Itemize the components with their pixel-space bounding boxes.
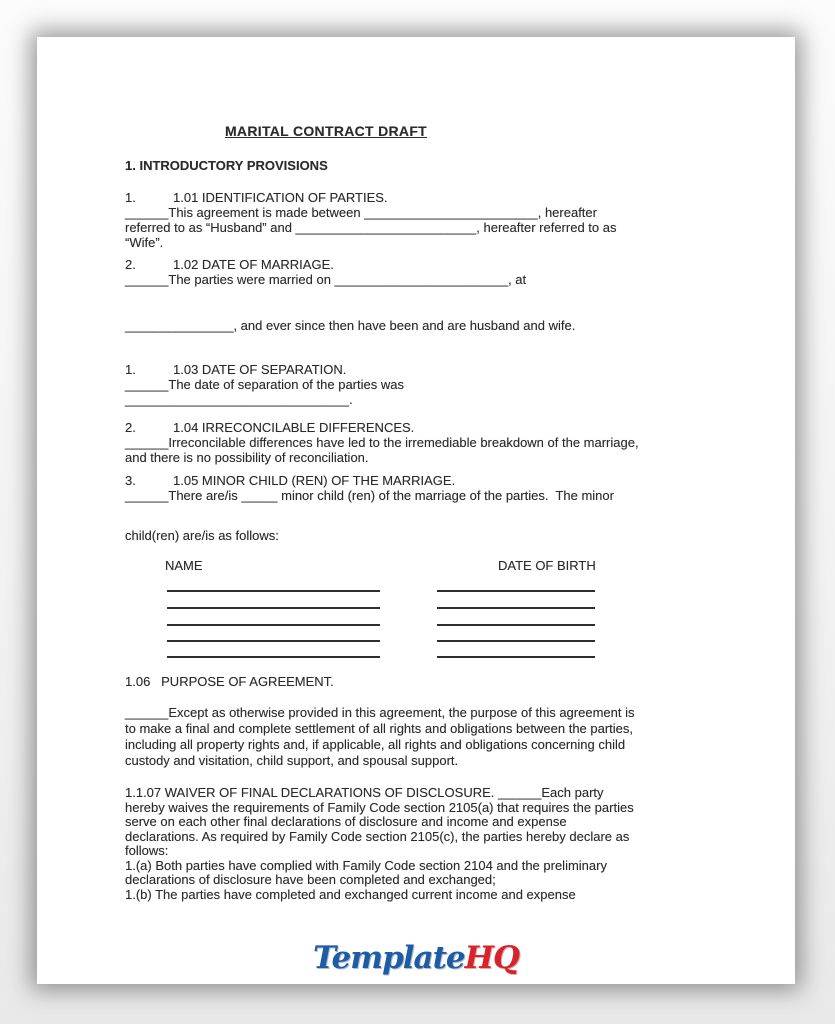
dob-blank-rule [437,590,595,592]
blank-fill-line: _______________________________. [125,392,353,407]
section-1-1-07 [125,786,634,902]
section-heading-line [125,473,614,488]
name-blank-rule [167,656,380,658]
text-line: ______The date of separation of the parties was [125,377,404,392]
section-heading: 1.01 IDENTIFICATION OF PARTIES. [173,190,388,205]
name-blank-rule [167,607,380,609]
section-heading-line: 1.06 PURPOSE OF AGREEMENT. [125,674,334,689]
text-line: declarations. As required by Family Code section 2105(c), the parties hereby declare as [125,828,630,844]
document-page [37,37,795,984]
name-blank-rule [167,590,380,592]
section-1-06-heading [125,674,334,689]
text-line: referred to as “Husband” and _________________________, hereafter referred to as [125,220,617,235]
footer-logo [37,940,795,976]
section-heading-line: 1.1.07 WAIVER OF FINAL DECLARATIONS OF DISCLOSURE. ______Each party [125,785,604,800]
section-1-06-paragraph [125,705,634,769]
text-line: declarations of disclosure have been completed and exchanged; [125,872,496,887]
dob-blank-rule [437,656,595,658]
intro-heading: 1. INTRODUCTORY PROVISIONS [125,158,328,173]
text-line: serve on each other final declarations of disclosure and income and expense [125,814,567,829]
section-1-05 [125,473,614,543]
text-line: ______Irreconcilable differences have led to the irremediable breakdown of the marriage, [125,435,639,450]
logo-hq-text: HQ [464,940,519,976]
name-column-header: NAME [165,558,203,573]
dob-blank-rule [437,607,595,609]
text-line: “Wife”. [125,235,164,250]
item-number: 1. [125,362,136,377]
section-1-01 [125,190,616,250]
item-number: 2. [125,257,136,272]
name-blank-rule [167,624,380,626]
text-line: follows: [125,843,169,858]
section-1-04 [125,420,639,465]
dob-blank-rule [437,640,595,642]
section-1-02 [125,257,575,333]
section-heading-line [125,190,616,205]
text-line: including all property rights and, if applicable, all rights and obligations concerning child [125,737,626,752]
text-line: custody and visitation, child support, and spousal support. [125,753,459,768]
document-title: MARITAL CONTRACT DRAFT [224,123,428,139]
section-heading: 1.03 DATE OF SEPARATION. [173,362,347,377]
text-line: child(ren) are/is as follows: [125,528,279,543]
logo-template-text: Template [313,940,465,976]
text-line: ______There are/is _____ minor child (ren) of the marriage of the parties. The minor [125,488,614,503]
text-line: ______The parties were married on ________________________, at [125,272,527,287]
section-heading-line [125,257,575,272]
dob-column-header: DATE OF BIRTH [498,558,596,573]
text-line: to make a final and complete settlement of all rights and obligations between the parties, [125,721,634,736]
text-line: 1.(b) The parties have completed and exchanged current income and expense [125,886,576,902]
section-1-03 [125,362,404,407]
text-line: ______This agreement is made between ________________________, hereafter [125,205,597,220]
dob-blank-rule [437,624,595,626]
item-number: 1. [125,190,136,205]
text-line: hereby waives the requirements of Family Code section 2105(a) that requires the parties [125,799,634,815]
section-heading: 1.02 DATE OF MARRIAGE. [173,257,334,272]
text-line: 1.(a) Both parties have complied with Family Code section 2104 and the preliminary [125,857,607,873]
section-heading-line [125,362,404,377]
section-heading: 1.05 MINOR CHILD (REN) OF THE MARRIAGE. [173,473,456,488]
text-line: ______Except as otherwise provided in this agreement, the purpose of this agreement is [125,705,635,720]
text-line: and there is no possibility of reconciliation. [125,450,369,465]
name-blank-rule [167,640,380,642]
item-number: 2. [125,420,136,435]
section-heading-line [125,420,639,435]
section-heading: 1.04 IRRECONCILABLE DIFFERENCES. [173,420,415,435]
item-number: 3. [125,473,136,488]
text-line: _______________, and ever since then have been and are husband and wife. [125,318,576,333]
